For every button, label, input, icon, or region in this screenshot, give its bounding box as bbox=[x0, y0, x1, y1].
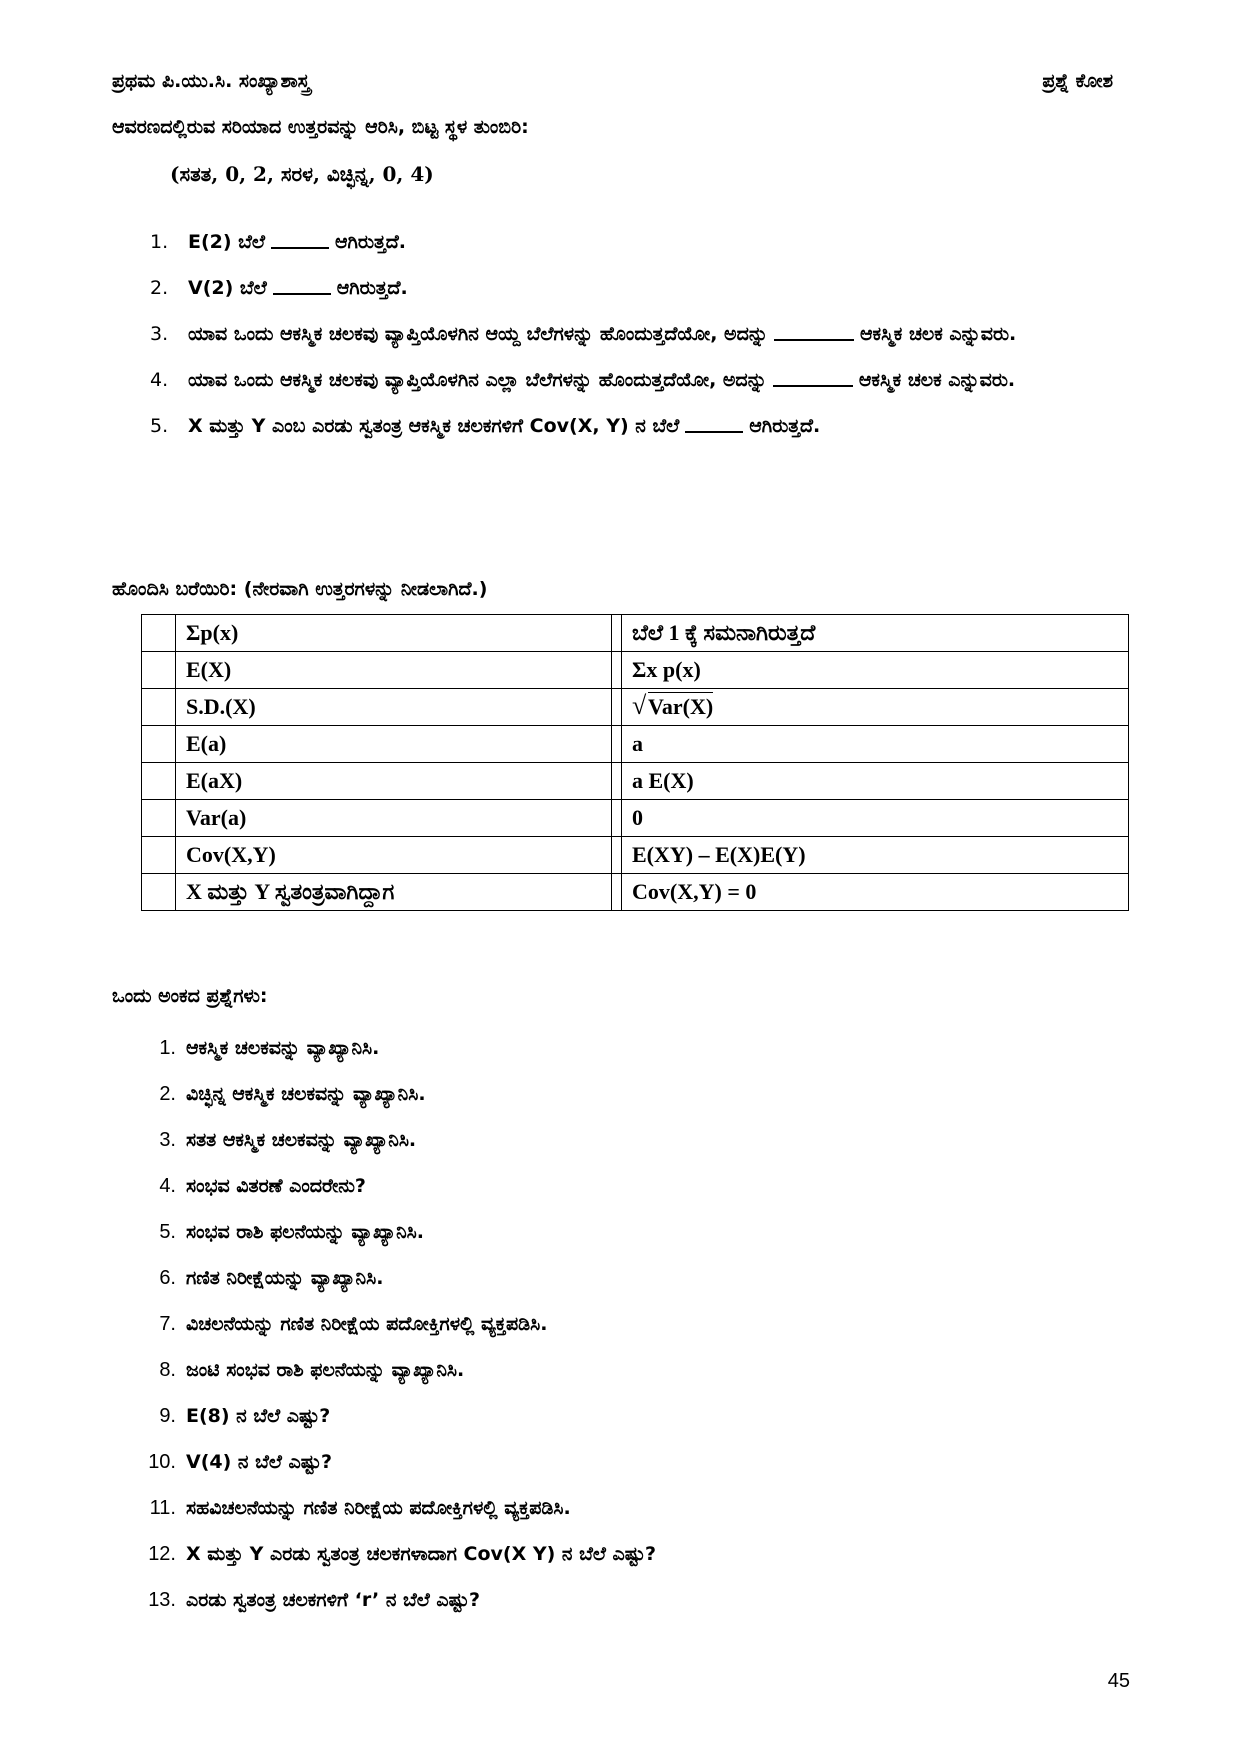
list-item: 12. X ಮತ್ತು Y ಎರಡು ಸ್ವತಂತ್ರ ಚಲಕಗಳಾದಾಗ Cov(X Y) ನ ಬೆಲೆ ಎಷ್ಟು? bbox=[148, 1543, 657, 1565]
table-row: S.D.(X) √ Var(X) bbox=[142, 689, 1129, 726]
match-section-title: ಹೊಂದಿಸಿ ಬರೆಯಿರಿ: (ನೇರವಾಗಿ ಉತ್ತರಗಳನ್ನು ನೀಡಲಾಗಿದೆ.) bbox=[112, 578, 488, 600]
list-item: 5. ಸಂಭವ ರಾಶಿ ಫಲನೆಯನ್ನು ವ್ಯಾಖ್ಯಾನಿಸಿ. bbox=[159, 1221, 424, 1243]
list-item: 4. ಸಂಭವ ವಿತರಣೆ ಎಂದರೇನು? bbox=[159, 1175, 366, 1197]
item-number: 5. bbox=[150, 415, 169, 437]
list-item: 6. ಗಣಿತ ನಿರೀಕ್ಷೆಯನ್ನು ವ್ಯಾಖ್ಯಾನಿಸಿ. bbox=[159, 1267, 384, 1289]
match-table bbox=[141, 614, 1129, 911]
table-row: Var(a) 0 bbox=[142, 800, 1129, 837]
list-item: 9. E(8) ನ ಬೆಲೆ ಎಷ್ಟು? bbox=[159, 1405, 331, 1427]
one-mark-section-title: ಒಂದು ಅಂಕದ ಪ್ರಶ್ನೆಗಳು: bbox=[112, 985, 268, 1007]
list-item: 1. ಆಕಸ್ಮಿಕ ಚಲಕವನ್ನು ವ್ಯಾಖ್ಯಾನಿಸಿ. bbox=[159, 1037, 380, 1059]
blank-line bbox=[685, 421, 743, 433]
one-mark-question-list bbox=[140, 1025, 656, 1623]
fill-section-title: ಆವರಣದಲ್ಲಿರುವ ಸರಿಯಾದ ಉತ್ತರವನ್ನು ಆರಿಸಿ, ಬಿಟ್ಟ ಸ್ಥಳ ತುಂಬಿರಿ: bbox=[112, 116, 529, 138]
list-item: 11. ಸಹವಿಚಲನೆಯನ್ನು ಗಣಿತ ನಿರೀಕ್ಷೆಯ ಪದೋಕ್ತಿಗಳಲ್ಲಿ ವ್ಯಕ್ತಪಡಿಸಿ. bbox=[149, 1497, 571, 1519]
list-item: 3. ಸತತ ಆಕಸ್ಮಿಕ ಚಲಕವನ್ನು ವ್ಯಾಖ್ಯಾನಿಸಿ. bbox=[159, 1129, 417, 1151]
list-item: 2. ವಿಚ್ಛಿನ್ನ ಆಕಸ್ಮಿಕ ಚಲಕವನ್ನು ವ್ಯಾಖ್ಯಾನಿಸಿ. bbox=[159, 1083, 426, 1105]
header-section: ಪ್ರಶ್ನೆ ಕೋಶ bbox=[1042, 70, 1113, 92]
square-root-symbol: √ Var(X) bbox=[632, 694, 713, 720]
list-item: 4. ಯಾವ ಒಂದು ಆಕಸ್ಮಿಕ ಚಲಕವು ವ್ಯಾಪ್ತಿಯೊಳಗಿನ ಎಲ್ಲಾ ಬೆಲೆಗಳನ್ನು ಹೊಂದುತ್ತದೆಯೋ, ಅದನ್ನು ಆಕಸ್ಮಿಕ ಚಲಕ ಎನ್ನುವರು. bbox=[150, 360, 1140, 400]
list-item: 8. ಜಂಟಿ ಸಂಭವ ರಾಶಿ ಫಲನೆಯನ್ನು ವ್ಯಾಖ್ಯಾನಿಸಿ. bbox=[159, 1359, 465, 1381]
page-number: 45 bbox=[1107, 1670, 1130, 1692]
table-row: Σp(x) ಬೆಲೆ 1 ಕ್ಕೆ ಸಮನಾಗಿರುತ್ತದೆ bbox=[142, 615, 1129, 652]
header-subject: ಪ್ರಥಮ ಪಿ.ಯು.ಸಿ. ಸಂಖ್ಯಾಶಾಸ್ತ್ರ bbox=[112, 70, 310, 92]
blank-line bbox=[773, 375, 853, 387]
blank-line bbox=[273, 283, 331, 295]
blank-line bbox=[271, 237, 329, 249]
table-row: E(X) Σx p(x) bbox=[142, 652, 1129, 689]
page-header bbox=[112, 70, 1113, 100]
fill-blank-list bbox=[150, 222, 1140, 452]
blank-line bbox=[774, 329, 854, 341]
fill-options: (ಸತತ, 0, 2, ಸರಳ, ವಿಚ್ಛಿನ್ನ, 0, 4) bbox=[170, 162, 434, 186]
table-row: E(aX) a E(X) bbox=[142, 763, 1129, 800]
list-item: 1. E(2) ಬೆಲೆ ಆಗಿರುತ್ತದೆ. bbox=[150, 222, 1140, 262]
item-number: 2. bbox=[150, 277, 169, 299]
list-item: 5. X ಮತ್ತು Y ಎಂಬ ಎರಡು ಸ್ವತಂತ್ರ ಆಕಸ್ಮಿಕ ಚಲಕಗಳಿಗೆ Cov(X, Y) ನ ಬೆಲೆ ಆಗಿರುತ್ತದೆ. bbox=[150, 406, 1140, 446]
list-item: 10. V(4) ನ ಬೆಲೆ ಎಷ್ಟು? bbox=[148, 1451, 333, 1473]
list-item: 2. V(2) ಬೆಲೆ ಆಗಿರುತ್ತದೆ. bbox=[150, 268, 1140, 308]
item-number: 1. bbox=[150, 231, 169, 253]
table-row: X ಮತ್ತು Y ಸ್ವತಂತ್ರವಾಗಿದ್ದಾಗ Cov(X,Y) = 0 bbox=[142, 874, 1129, 911]
list-item: 13. ಎರಡು ಸ್ವತಂತ್ರ ಚಲಕಗಳಿಗೆ ‘r’ ನ ಬೆಲೆ ಎಷ್ಟು? bbox=[148, 1589, 480, 1611]
item-number: 3. bbox=[150, 323, 169, 345]
table-row: E(a) a bbox=[142, 726, 1129, 763]
table-row: Cov(X,Y) E(XY) – E(X)E(Y) bbox=[142, 837, 1129, 874]
list-item: 7. ವಿಚಲನೆಯನ್ನು ಗಣಿತ ನಿರೀಕ್ಷೆಯ ಪದೋಕ್ತಿಗಳಲ್ಲಿ ವ್ಯಕ್ತಪಡಿಸಿ. bbox=[159, 1313, 548, 1335]
list-item: 3. ಯಾವ ಒಂದು ಆಕಸ್ಮಿಕ ಚಲಕವು ವ್ಯಾಪ್ತಿಯೊಳಗಿನ ಆಯ್ದ ಬೆಲೆಗಳನ್ನು ಹೊಂದುತ್ತದೆಯೋ, ಅದನ್ನು ಆಕಸ್ಮಿಕ ಚಲಕ ಎನ್ನುವರು. bbox=[150, 314, 1140, 354]
item-number: 4. bbox=[150, 369, 169, 391]
